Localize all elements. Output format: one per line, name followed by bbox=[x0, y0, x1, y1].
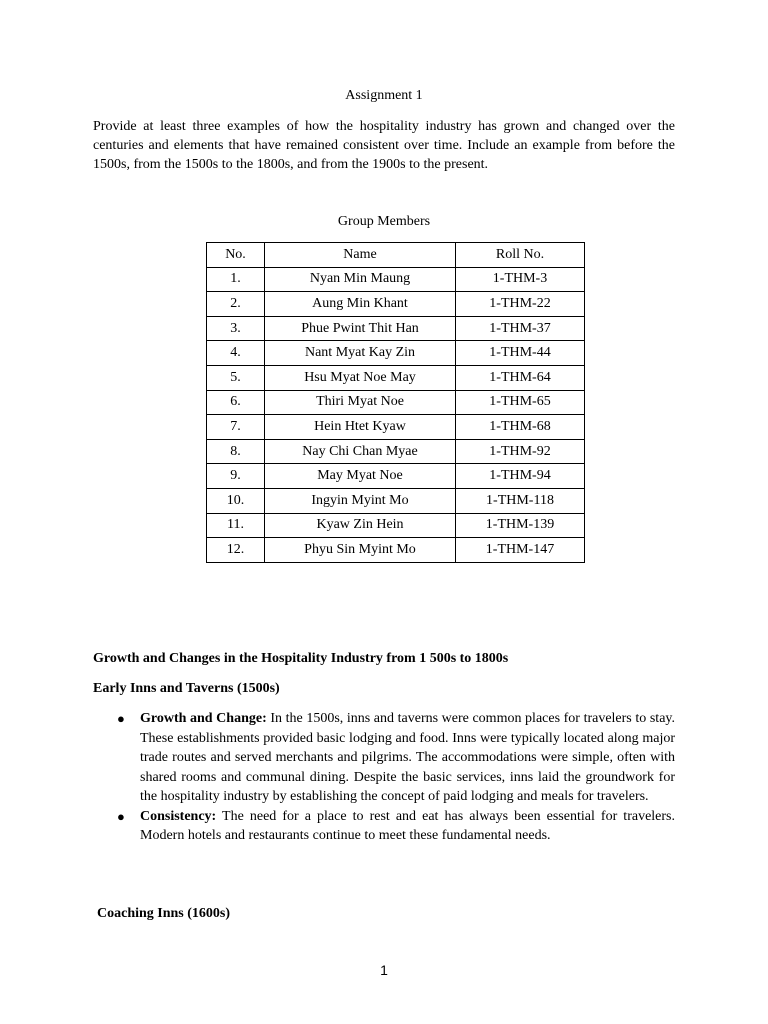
table-row bbox=[207, 292, 585, 317]
cell-roll-no: 1-THM-3 bbox=[456, 267, 585, 292]
page-number: 1 bbox=[380, 962, 388, 978]
cell-no: 11. bbox=[207, 513, 265, 538]
cell-no: 12. bbox=[207, 538, 265, 563]
table-row bbox=[207, 390, 585, 415]
table-row bbox=[207, 365, 585, 390]
subheading-early-inns: Early Inns and Taverns (1500s) bbox=[93, 681, 280, 696]
cell-no: 7. bbox=[207, 415, 265, 440]
cell-roll-no: 1-THM-65 bbox=[456, 390, 585, 415]
cell-name: May Myat Noe bbox=[265, 464, 456, 489]
list-item bbox=[93, 807, 675, 846]
subheading-coaching-inns: Coaching Inns (1600s) bbox=[97, 906, 231, 921]
table-row bbox=[207, 267, 585, 292]
table-row bbox=[207, 439, 585, 464]
cell-roll-no: 1-THM-92 bbox=[456, 439, 585, 464]
cell-name: Nant Myat Kay Zin bbox=[265, 341, 456, 366]
cell-name: Phue Pwint Thit Han bbox=[265, 316, 456, 341]
bullet-text: In the 1500s, inns and taverns were common places for travelers to stay. These establishments provided basic lodging and food. Inns were typically located along major trade routes and served merchants and pilgrims. The accommodations were simple, often with shared rooms and communal dining. Despite the basic services, inns laid the groundwork for the hospitality industry by establishing the concept of paid lodging and meals for travelers. bbox=[140, 711, 675, 804]
table-row bbox=[207, 464, 585, 489]
bullet-list bbox=[93, 709, 675, 846]
assignment-prompt: Provide at least three examples of how the hospitality industry has grown and changed over the centuries and elements that have remained consistent over time. Include an example from before the 1500s, from the 1500s to the 1800s, and from the 1900s to the present. bbox=[93, 119, 675, 172]
section-heading: Growth and Changes in the Hospitality Industry from 1 500s to 1800s bbox=[93, 651, 509, 666]
header-roll-no: Roll No. bbox=[456, 243, 585, 268]
cell-name: Nyan Min Maung bbox=[265, 267, 456, 292]
table-row bbox=[207, 341, 585, 366]
bullet-label: Consistency: bbox=[140, 808, 217, 824]
bullet-icon: ● bbox=[117, 808, 125, 824]
cell-no: 10. bbox=[207, 488, 265, 513]
cell-name: Nay Chi Chan Myae bbox=[265, 439, 456, 464]
cell-no: 6. bbox=[207, 390, 265, 415]
table-row bbox=[207, 316, 585, 341]
cell-roll-no: 1-THM-68 bbox=[456, 415, 585, 440]
bullet-icon: ● bbox=[117, 711, 125, 726]
table-row bbox=[207, 488, 585, 513]
bullet-text: The need for a place to rest and eat has always been essential for travelers. Modern hotels and restaurants continue to meet these fundamental needs. bbox=[140, 808, 675, 843]
cell-roll-no: 1-THM-64 bbox=[456, 365, 585, 390]
document-title: Assignment 1 bbox=[345, 88, 423, 103]
header-name: Name bbox=[265, 243, 456, 268]
cell-name: Hein Htet Kyaw bbox=[265, 415, 456, 440]
header-no: No. bbox=[207, 243, 265, 268]
bullet-label: Growth and Change: bbox=[140, 711, 267, 726]
table-header-row bbox=[207, 243, 585, 268]
cell-no: 1. bbox=[207, 267, 265, 292]
cell-roll-no: 1-THM-37 bbox=[456, 316, 585, 341]
cell-name: Ingyin Myint Mo bbox=[265, 488, 456, 513]
cell-roll-no: 1-THM-118 bbox=[456, 488, 585, 513]
table-row bbox=[207, 538, 585, 563]
cell-name: Aung Min Khant bbox=[265, 292, 456, 317]
cell-roll-no: 1-THM-139 bbox=[456, 513, 585, 538]
cell-name: Kyaw Zin Hein bbox=[265, 513, 456, 538]
cell-roll-no: 1-THM-22 bbox=[456, 292, 585, 317]
cell-no: 8. bbox=[207, 439, 265, 464]
list-item bbox=[93, 709, 675, 807]
cell-roll-no: 1-THM-94 bbox=[456, 464, 585, 489]
group-members-table bbox=[206, 242, 585, 563]
table-row bbox=[207, 513, 585, 538]
cell-no: 2. bbox=[207, 292, 265, 317]
cell-name: Hsu Myat Noe May bbox=[265, 365, 456, 390]
cell-no: 3. bbox=[207, 316, 265, 341]
cell-roll-no: 1-THM-147 bbox=[456, 538, 585, 563]
cell-name: Thiri Myat Noe bbox=[265, 390, 456, 415]
table-row bbox=[207, 415, 585, 440]
cell-no: 4. bbox=[207, 341, 265, 366]
group-members-title: Group Members bbox=[337, 214, 431, 229]
cell-no: 5. bbox=[207, 365, 265, 390]
cell-roll-no: 1-THM-44 bbox=[456, 341, 585, 366]
cell-no: 9. bbox=[207, 464, 265, 489]
cell-name: Phyu Sin Myint Mo bbox=[265, 538, 456, 563]
